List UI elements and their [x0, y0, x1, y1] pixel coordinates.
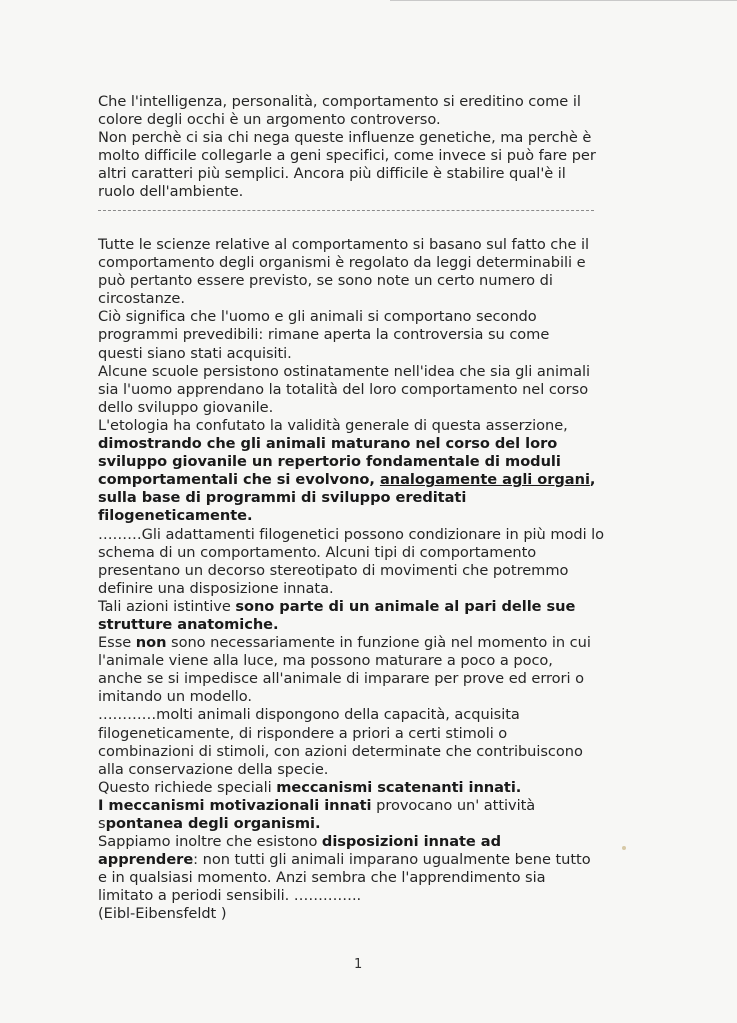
- text-line: [98, 616, 628, 634]
- text-line: definire una disposizione innata.: [98, 579, 334, 597]
- text-line: [98, 779, 628, 797]
- bold-text: apprendere: [98, 851, 194, 869]
- bold-text: I meccanismi motivazionali innati: [98, 796, 372, 814]
- text-line: [98, 598, 628, 616]
- plain-text: Tali azioni istintive: [98, 597, 236, 615]
- text-line: colore degli occhi è un argomento controverso.: [98, 111, 441, 129]
- scan-top-edge: [390, 0, 737, 1]
- text-line: [98, 453, 628, 471]
- plain-text: provocano un' attività: [371, 796, 536, 814]
- bold-text: sviluppo giovanile un repertorio fondamentale di moduli: [98, 453, 561, 471]
- text-line: anche se si impedisce all'animale di imparare per prove ed errori o: [98, 670, 584, 688]
- bold-text: comportamentali che si evolvono,: [98, 471, 380, 489]
- text-line: ………Gli adattamenti filogenetici possono condizionare in più modi lo: [98, 525, 605, 543]
- scan-speck: [622, 846, 626, 850]
- text-line: [98, 851, 628, 869]
- plain-text: : non tutti gli animali imparano ugualmente bene tutto: [193, 851, 591, 869]
- text-line: …………molti animali dispongono della capacità, acquisita: [98, 706, 520, 724]
- text-line: comportamento degli organismi è regolato da leggi determinabili e: [98, 254, 586, 272]
- text-line: dello sviluppo giovanile.: [98, 398, 274, 416]
- text-line: Ciò significa che l'uomo e gli animali si comportano secondo: [98, 308, 537, 326]
- text-line: [98, 833, 628, 851]
- bold-text: sulla base di programmi di sviluppo ereditati: [98, 489, 467, 507]
- plain-text: Questo richiede speciali: [98, 778, 277, 796]
- main-text: [98, 236, 628, 924]
- text-line: l'animale viene alla luce, ma possono maturare a poco a poco,: [98, 652, 553, 670]
- text-line: sia l'uomo apprendano la totalità del loro comportamento nel corso: [98, 380, 589, 398]
- bold-text: meccanismi scatenanti innati.: [276, 778, 522, 796]
- plain-text: s: [98, 815, 106, 832]
- text-line: Non perchè ci sia chi nega queste influenze genetiche, ma perchè è: [98, 129, 592, 147]
- plain-text: Sappiamo inoltre che esistono: [98, 833, 322, 851]
- text-line: molto difficile collegarle a geni specifici, come invece si può fare per: [98, 147, 596, 165]
- intro-paragraph: [98, 93, 628, 202]
- text-line: [98, 634, 628, 652]
- text-line: [98, 507, 628, 525]
- text-line: e in qualsiasi momento. Anzi sembra che l'apprendimento sia: [98, 869, 546, 887]
- text-line: [98, 471, 628, 489]
- text-line: [98, 815, 628, 833]
- dashed-divider: [98, 210, 594, 211]
- text-line: Che l'intelligenza, personalità, comportamento si ereditino come il: [98, 93, 581, 110]
- text-line: combinazioni di stimoli, con azioni determinate che contribuiscono: [98, 742, 583, 760]
- text-line: [98, 489, 628, 507]
- text-line: alla conservazione della specie.: [98, 760, 329, 778]
- text-line: questi siano stati acquisiti.: [98, 344, 292, 362]
- text-line: presentano un decorso stereotipato di movimenti che potremmo: [98, 561, 569, 579]
- bold-text: sono parte di un animale al pari delle sue: [235, 597, 576, 615]
- plain-text: Esse: [98, 634, 136, 652]
- bold-text: disposizioni innate ad: [321, 833, 501, 851]
- text-line: programmi prevedibili: rimane aperta la controversia su come: [98, 326, 550, 344]
- text-line: ruolo dell'ambiente.: [98, 183, 244, 201]
- text-line: Alcune scuole persistono ostinatamente nell'idea che sia gli animali: [98, 362, 591, 380]
- text-line: filogeneticamente, di rispondere a priori a certi stimoli o: [98, 724, 508, 742]
- citation: (Eibl-Eibensfeldt ): [98, 905, 227, 923]
- bold-text: ,: [589, 471, 596, 489]
- text-line: L'etologia ha confutato la validità generale di questa asserzione,: [98, 416, 568, 434]
- bold-text: dimostrando che gli animali maturano nel corso del loro: [98, 435, 558, 453]
- text-line: può pertanto essere previsto, se sono note un certo numero di: [98, 272, 553, 290]
- text-line: schema di un comportamento. Alcuni tipi di comportamento: [98, 543, 537, 561]
- plain-text: sono necessariamente in funzione già nel momento in cui: [166, 634, 591, 652]
- text-line: [98, 797, 628, 815]
- text-line: altri caratteri più semplici. Ancora più difficile è stabilire qual'è il: [98, 165, 566, 183]
- page-number: 1: [354, 957, 363, 972]
- text-line: Tutte le scienze relative al comportamento si basano sul fatto che il: [98, 236, 590, 253]
- bold-text: pontanea degli organismi.: [105, 815, 321, 832]
- bold-text: filogeneticamente.: [98, 507, 253, 525]
- text-line: circostanze.: [98, 290, 185, 308]
- text-line: imitando un modello.: [98, 688, 253, 706]
- underlined-bold-text: analogamente agli organi: [379, 471, 590, 489]
- bold-text: non: [135, 634, 167, 652]
- text-line: [98, 435, 628, 453]
- text-line: limitato a periodi sensibili. …………..: [98, 887, 362, 905]
- bold-text: strutture anatomiche.: [98, 615, 279, 633]
